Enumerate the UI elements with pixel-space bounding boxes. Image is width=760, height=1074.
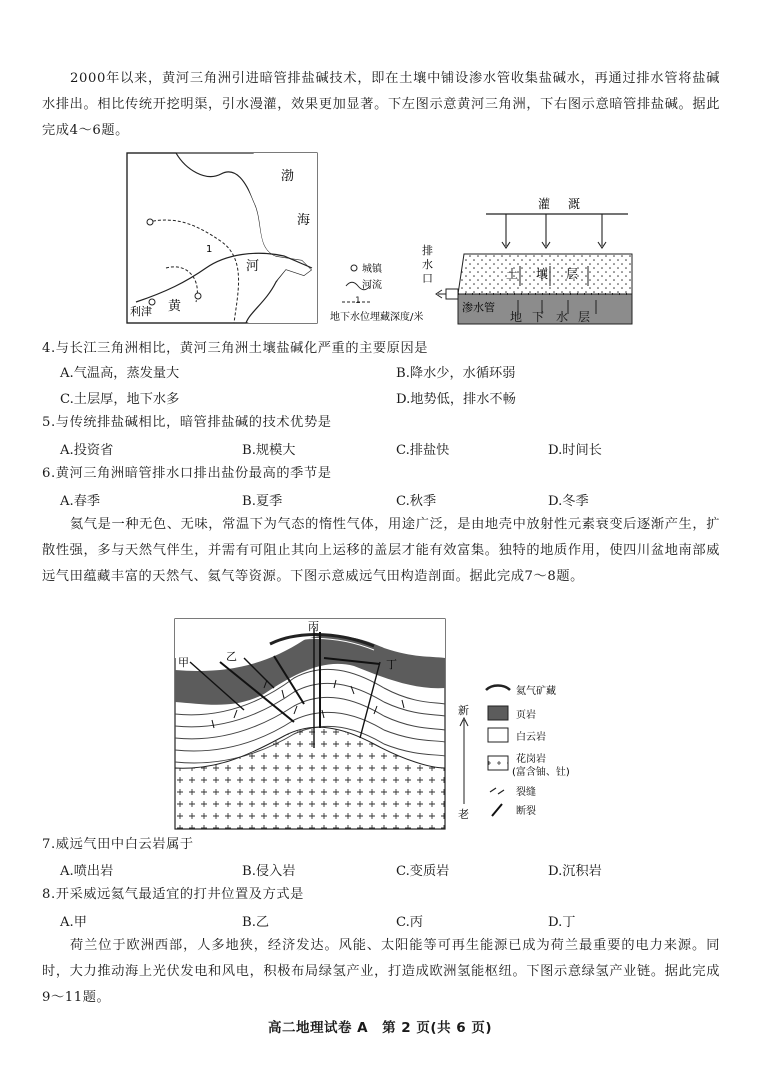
soil-label-1: 土	[506, 267, 519, 281]
question-4-option-d[interactable]: D.地势低，排水不畅	[396, 392, 516, 407]
groundwater-label-1: 地	[510, 310, 523, 324]
question-7-option-d[interactable]: D.沉积岩	[548, 864, 602, 879]
outlet-arrow	[436, 290, 446, 298]
question-8-stem: 8.开采威远氦气最适宜的打井位置及方式是	[42, 887, 304, 902]
question-4-option-c[interactable]: C.土层厚，地下水多	[60, 392, 180, 407]
legend-helium-icon	[486, 686, 510, 691]
question-5-option-a[interactable]: A.投资省	[60, 443, 114, 458]
question-4-stem: 4.与长江三角洲相比，黄河三角洲土壤盐碱化严重的主要原因是	[42, 341, 429, 356]
outlet-label-2: 水	[422, 258, 433, 271]
legend-contour-label: 地下水位埋藏深度/米	[330, 312, 424, 323]
question-5-option-c[interactable]: C.排盐快	[396, 443, 450, 458]
legend-crack-icon	[490, 788, 504, 794]
question-8-option-a[interactable]: A.甲	[60, 915, 87, 930]
question-6-option-d[interactable]: D.冬季	[548, 494, 589, 509]
question-4-option-b[interactable]: B.降水少，水循环弱	[396, 366, 516, 381]
legend-shale-icon	[488, 706, 508, 720]
label-bing: 丙	[308, 620, 319, 633]
intro-paragraph-1: 2000年以来，黄河三角洲引进暗管排盐碱技术，即在土壤中铺设渗水管收集盐碱水，再通过排水管将盐碱水排出。相比传统开挖明渠，引水漫灌，效果更加显著。下左图示意黄河三角洲，下右图示意暗管排盐碱。据此完成4～6题。	[42, 71, 720, 138]
legend-fault-icon	[492, 804, 502, 816]
question-5-option-b[interactable]: B.规模大	[242, 443, 296, 458]
legend-fault-label: 断裂	[516, 806, 536, 817]
question-6-stem: 6.黄河三角洲暗管排水口排出盐份最高的季节是	[42, 466, 332, 481]
groundwater-label-2: 下	[532, 310, 545, 324]
svg-text:1: 1	[355, 296, 361, 306]
question-4-option-a[interactable]: A.气温高，蒸发量大	[60, 366, 180, 381]
intro-paragraph-2: 氦气是一种无色、无味，常温下为气态的惰性气体，用途广泛，是由地壳中放射性元素衰变后逐渐产生，扩散性强，多与天然气伴生，并需有可阻止其向上运移的盖层才能有效富集。独特的地质作用，使四川盆地南部威远气田蕴藏丰富的天然气、氦气等资源。下图示意威远气田构造剖面。据此完成7～8题。	[42, 517, 720, 584]
question-8-option-c[interactable]: C.丙	[396, 915, 423, 930]
contour-value: 1	[206, 244, 213, 255]
irrigation-label-2: 溉	[568, 197, 581, 211]
intro-paragraph-3: 荷兰位于欧洲西部，人多地狭，经济发达。风能、太阳能等可再生能源已成为荷兰最重要的电力来源。同时，大力推动海上光伏发电和风电，积极布局绿氢产业，打造成欧洲氢能枢纽。下图示意绿氢产业链。据此完成9～11题。	[42, 938, 720, 1005]
legend-town-icon	[351, 265, 357, 271]
label-jia: 甲	[178, 656, 189, 669]
groundwater-label-4: 层	[578, 310, 591, 324]
bohai-label-2: 海	[297, 213, 311, 228]
legend-helium-label: 氦气矿藏	[516, 686, 556, 697]
bohai-label-1: 渤	[281, 169, 295, 184]
river-label-1: 河	[246, 259, 260, 274]
legend-river-label: 河流	[362, 280, 382, 291]
soil-label-2: 壤	[536, 267, 549, 281]
label-new: 新	[458, 704, 469, 717]
delta-map-figure	[126, 152, 446, 324]
town-label-lijin: 利津	[130, 305, 152, 318]
soil-label-3: 层	[566, 267, 579, 281]
outlet-label-3: 口	[422, 272, 433, 285]
town-marker	[195, 293, 201, 299]
pipe-drainage-figure	[420, 190, 636, 330]
outlet-label-1: 排	[422, 244, 433, 257]
legend-granite-label: 花岗岩	[516, 754, 546, 765]
legend-dolomite-label: 白云岩	[516, 732, 546, 743]
groundwater-label-3: 水	[556, 310, 569, 324]
irrigation-label-1: 灌	[538, 197, 551, 211]
legend-shale-label: 页岩	[516, 710, 536, 721]
town-marker	[147, 219, 153, 225]
river-label-2: 黄	[168, 299, 182, 314]
legend-town-label: 城镇	[362, 264, 382, 275]
question-8-option-b[interactable]: B.乙	[242, 915, 270, 930]
question-5-stem: 5.与传统排盐碱相比，暗管排盐碱的技术优势是	[42, 415, 332, 430]
question-6-option-b[interactable]: B.夏季	[242, 494, 283, 509]
outlet-pipe	[446, 289, 458, 299]
label-ding: 丁	[386, 658, 397, 671]
question-6-option-a[interactable]: A.春季	[60, 494, 101, 509]
question-7-option-a[interactable]: A.喷出岩	[60, 864, 114, 879]
page-footer: 高二地理试卷 A 第 2 页(共 6 页)	[267, 1020, 493, 1036]
question-6-option-c[interactable]: C.秋季	[396, 494, 437, 509]
weiyuan-section-figure	[174, 618, 620, 832]
question-7-stem: 7.威远气田中白云岩属于	[42, 837, 194, 852]
question-7-option-c[interactable]: C.变质岩	[396, 864, 450, 879]
question-5-option-d[interactable]: D.时间长	[548, 443, 602, 458]
legend-granite-icon	[488, 756, 508, 770]
question-8-option-d[interactable]: D.丁	[548, 915, 576, 930]
question-7-option-b[interactable]: B.侵入岩	[242, 864, 296, 879]
irrigation-arrows	[502, 214, 606, 248]
pipe-label: 渗水管	[462, 301, 495, 314]
legend-granite-note: (富含铀、钍)	[512, 767, 570, 778]
legend-dolomite-icon	[488, 728, 508, 742]
label-yi: 乙	[226, 650, 237, 663]
label-old: 老	[458, 808, 469, 821]
legend-crack-label: 裂缝	[516, 787, 536, 798]
